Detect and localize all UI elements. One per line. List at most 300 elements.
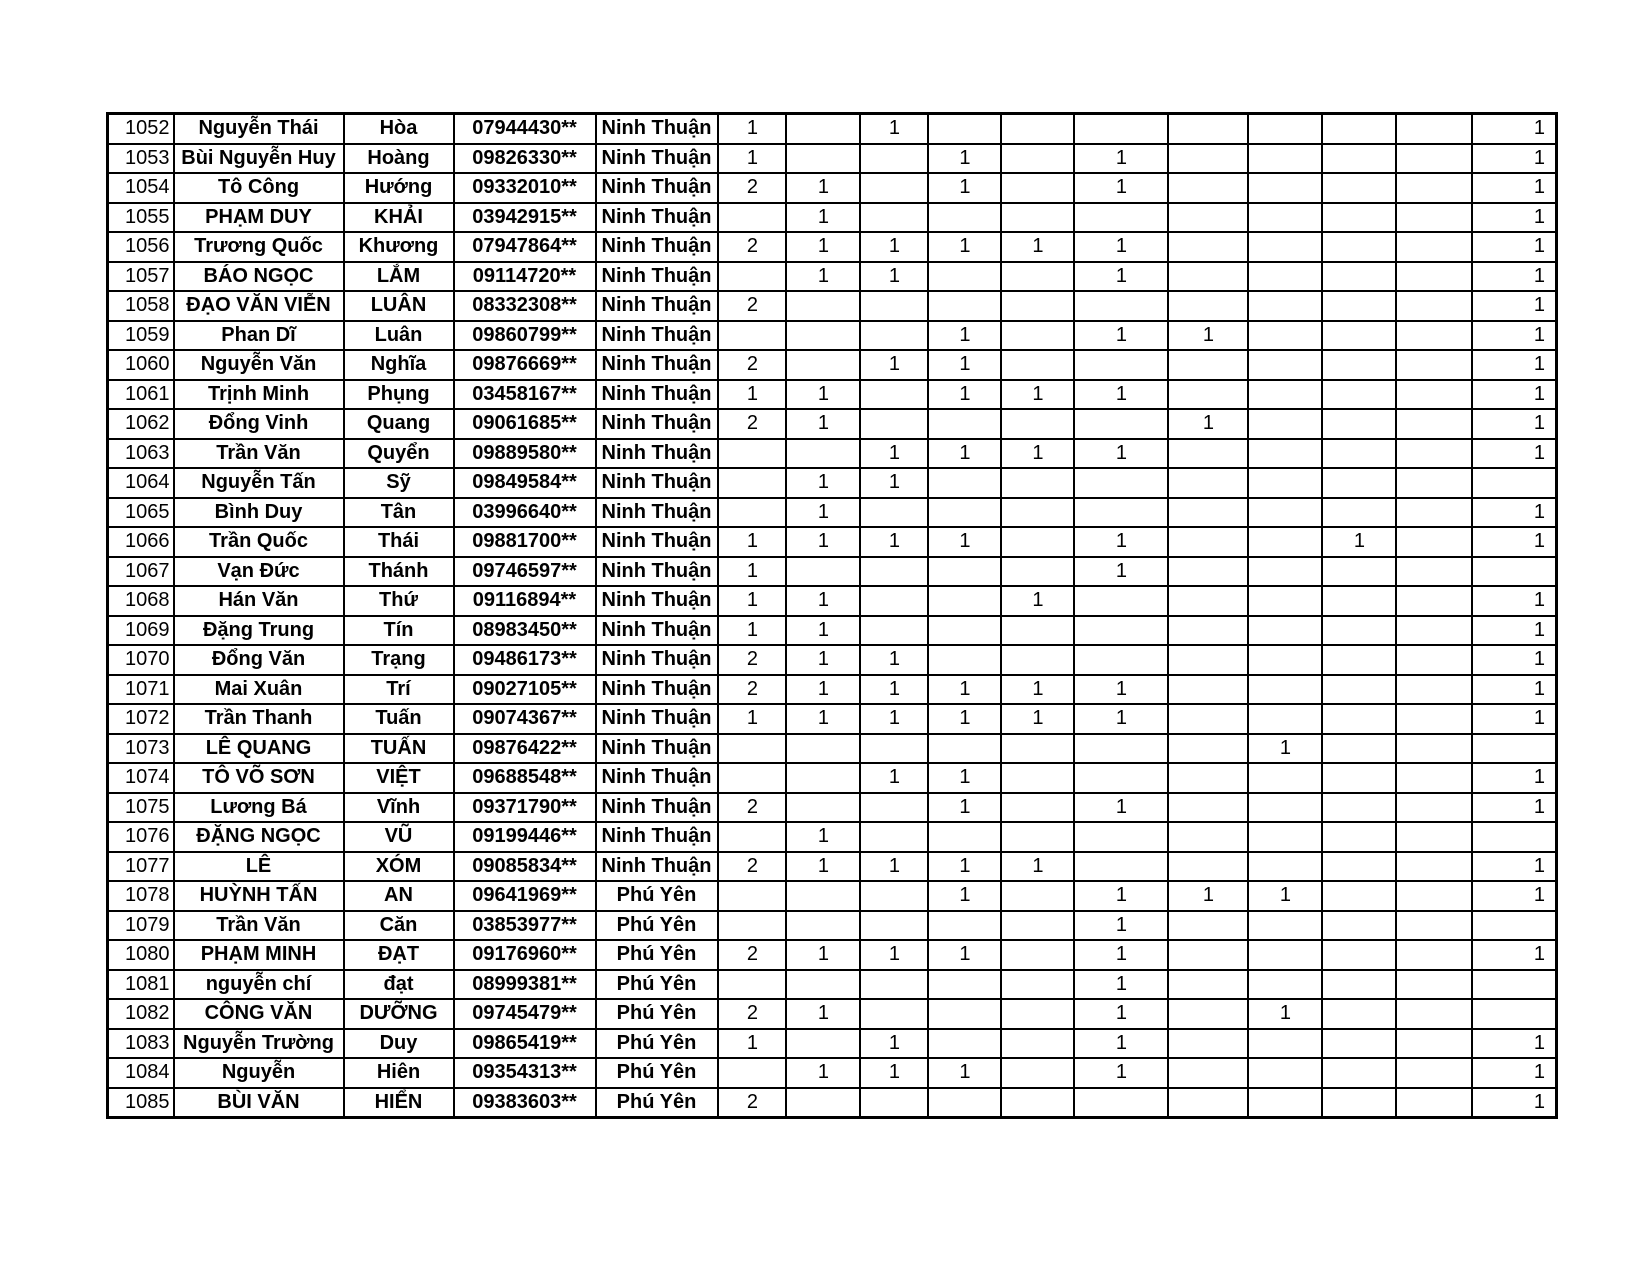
phone-cell: 09745479** — [454, 999, 596, 1029]
surname-cell: Hán Văn — [174, 586, 344, 616]
value-cell: 2 — [718, 409, 786, 439]
province-cell: Phú Yên — [596, 911, 719, 941]
surname-cell: Trần Thanh — [174, 704, 344, 734]
row-number: 1082 — [108, 999, 174, 1029]
value-cell: 1 — [1074, 704, 1168, 734]
value-cell: 1 — [928, 321, 1001, 351]
value-cell — [1001, 793, 1074, 823]
value-cell: 1 — [786, 586, 860, 616]
table-row — [108, 1088, 1557, 1118]
given-name-cell: Sỹ — [344, 468, 454, 498]
value-cell — [1074, 203, 1168, 233]
table-row — [108, 232, 1557, 262]
value-cell: 2 — [718, 232, 786, 262]
province-cell: Phú Yên — [596, 1058, 719, 1088]
value-cell — [1001, 350, 1074, 380]
value-cell — [860, 586, 928, 616]
phone-cell: 09486173** — [454, 645, 596, 675]
table-row — [108, 1058, 1557, 1088]
value-cell — [718, 911, 786, 941]
value-cell — [1001, 114, 1074, 144]
value-cell: 1 — [928, 439, 1001, 469]
value-cell — [1168, 645, 1248, 675]
row-number: 1063 — [108, 439, 174, 469]
province-cell: Ninh Thuận — [596, 114, 719, 144]
value-cell — [860, 144, 928, 174]
value-cell: 1 — [1472, 1088, 1556, 1118]
value-cell — [1248, 380, 1322, 410]
value-cell: 1 — [1168, 321, 1248, 351]
value-cell — [718, 439, 786, 469]
province-cell: Ninh Thuận — [596, 616, 719, 646]
value-cell: 1 — [860, 232, 928, 262]
surname-cell: Trần Quốc — [174, 527, 344, 557]
value-cell — [1001, 262, 1074, 292]
surname-cell: LÊ — [174, 852, 344, 882]
table-row — [108, 586, 1557, 616]
phone-cell: 09641969** — [454, 881, 596, 911]
table-row — [108, 468, 1557, 498]
province-cell: Ninh Thuận — [596, 763, 719, 793]
table-row — [108, 350, 1557, 380]
province-cell: Phú Yên — [596, 1029, 719, 1059]
value-cell — [1396, 380, 1472, 410]
value-cell — [718, 970, 786, 1000]
value-cell — [1168, 173, 1248, 203]
value-cell — [1248, 527, 1322, 557]
table-row — [108, 675, 1557, 705]
value-cell — [1001, 999, 1074, 1029]
value-cell — [1322, 350, 1396, 380]
row-number: 1075 — [108, 793, 174, 823]
table-row — [108, 822, 1557, 852]
value-cell: 1 — [1472, 645, 1556, 675]
value-cell — [1472, 911, 1556, 941]
value-cell — [786, 1088, 860, 1118]
phone-cell: 09688548** — [454, 763, 596, 793]
phone-cell: 09849584** — [454, 468, 596, 498]
value-cell — [860, 291, 928, 321]
value-cell: 1 — [1001, 439, 1074, 469]
surname-cell: Tô Công — [174, 173, 344, 203]
value-cell: 1 — [1074, 527, 1168, 557]
value-cell — [860, 734, 928, 764]
value-cell — [786, 321, 860, 351]
table-row — [108, 144, 1557, 174]
value-cell — [718, 734, 786, 764]
province-cell: Ninh Thuận — [596, 586, 719, 616]
value-cell: 1 — [1074, 911, 1168, 941]
value-cell — [1396, 822, 1472, 852]
row-number: 1078 — [108, 881, 174, 911]
value-cell: 1 — [1472, 1058, 1556, 1088]
value-cell — [1248, 852, 1322, 882]
value-cell: 2 — [718, 852, 786, 882]
value-cell — [1168, 439, 1248, 469]
phone-cell: 09746597** — [454, 557, 596, 587]
value-cell — [860, 822, 928, 852]
given-name-cell: VIỆT — [344, 763, 454, 793]
surname-cell: Đổng Văn — [174, 645, 344, 675]
value-cell — [786, 144, 860, 174]
table-row — [108, 498, 1557, 528]
row-number: 1066 — [108, 527, 174, 557]
value-cell: 1 — [1472, 940, 1556, 970]
value-cell — [1322, 1088, 1396, 1118]
phone-cell: 09199446** — [454, 822, 596, 852]
value-cell — [928, 822, 1001, 852]
phone-cell: 09876669** — [454, 350, 596, 380]
value-cell — [860, 881, 928, 911]
value-cell — [1248, 114, 1322, 144]
given-name-cell: Thứ — [344, 586, 454, 616]
value-cell: 1 — [718, 616, 786, 646]
table-row — [108, 173, 1557, 203]
row-number: 1060 — [108, 350, 174, 380]
value-cell — [860, 203, 928, 233]
phone-cell: 09876422** — [454, 734, 596, 764]
given-name-cell: Căn — [344, 911, 454, 941]
surname-cell: LÊ QUANG — [174, 734, 344, 764]
value-cell — [1472, 734, 1556, 764]
phone-cell: 09085834** — [454, 852, 596, 882]
province-cell: Ninh Thuận — [596, 439, 719, 469]
row-number: 1057 — [108, 262, 174, 292]
value-cell: 2 — [718, 999, 786, 1029]
value-cell: 2 — [718, 940, 786, 970]
province-cell: Phú Yên — [596, 970, 719, 1000]
value-cell: 1 — [786, 940, 860, 970]
row-number: 1079 — [108, 911, 174, 941]
surname-cell: PHẠM MINH — [174, 940, 344, 970]
surname-cell: Phan Dĩ — [174, 321, 344, 351]
row-number: 1083 — [108, 1029, 174, 1059]
given-name-cell: AN — [344, 881, 454, 911]
row-number: 1058 — [108, 291, 174, 321]
phone-cell: 09881700** — [454, 527, 596, 557]
value-cell — [860, 557, 928, 587]
value-cell: 1 — [1168, 881, 1248, 911]
value-cell — [1248, 645, 1322, 675]
value-cell — [928, 114, 1001, 144]
value-cell — [860, 616, 928, 646]
table-row — [108, 203, 1557, 233]
value-cell — [1322, 203, 1396, 233]
value-cell: 1 — [718, 144, 786, 174]
value-cell — [718, 1058, 786, 1088]
value-cell — [1001, 616, 1074, 646]
table-row — [108, 262, 1557, 292]
value-cell — [1322, 262, 1396, 292]
value-cell: 1 — [1322, 527, 1396, 557]
value-cell — [1472, 970, 1556, 1000]
phone-cell: 07944430** — [454, 114, 596, 144]
value-cell — [786, 291, 860, 321]
value-cell — [1168, 291, 1248, 321]
table-row — [108, 1029, 1557, 1059]
value-cell — [786, 763, 860, 793]
phone-cell: 09114720** — [454, 262, 596, 292]
given-name-cell: Tân — [344, 498, 454, 528]
value-cell: 1 — [1472, 763, 1556, 793]
phone-cell: 09176960** — [454, 940, 596, 970]
value-cell: 1 — [860, 468, 928, 498]
value-cell — [1248, 439, 1322, 469]
surname-cell: Đặng Trung — [174, 616, 344, 646]
phone-cell: 03996640** — [454, 498, 596, 528]
phone-cell: 08999381** — [454, 970, 596, 1000]
value-cell — [1396, 911, 1472, 941]
value-cell: 1 — [1472, 321, 1556, 351]
value-cell — [1322, 380, 1396, 410]
value-cell — [1248, 409, 1322, 439]
value-cell: 1 — [1001, 675, 1074, 705]
value-cell: 1 — [786, 999, 860, 1029]
surname-cell: ĐẶNG NGỌC — [174, 822, 344, 852]
value-cell — [1248, 616, 1322, 646]
given-name-cell: Hòa — [344, 114, 454, 144]
value-cell — [1396, 173, 1472, 203]
value-cell: 1 — [786, 822, 860, 852]
value-cell — [928, 645, 1001, 675]
value-cell — [1248, 940, 1322, 970]
value-cell: 1 — [860, 675, 928, 705]
value-cell: 1 — [860, 1029, 928, 1059]
surname-cell: Nguyễn Trường — [174, 1029, 344, 1059]
value-cell: 1 — [1074, 970, 1168, 1000]
value-cell — [928, 203, 1001, 233]
surname-cell: Bình Duy — [174, 498, 344, 528]
value-cell — [1322, 911, 1396, 941]
row-number: 1076 — [108, 822, 174, 852]
value-cell — [928, 291, 1001, 321]
value-cell — [1001, 822, 1074, 852]
value-cell: 1 — [1074, 380, 1168, 410]
value-cell — [1322, 586, 1396, 616]
value-cell: 1 — [718, 586, 786, 616]
value-cell — [1074, 291, 1168, 321]
row-number: 1067 — [108, 557, 174, 587]
phone-cell: 09027105** — [454, 675, 596, 705]
value-cell: 1 — [786, 704, 860, 734]
value-cell — [1396, 291, 1472, 321]
row-number: 1074 — [108, 763, 174, 793]
value-cell — [1322, 498, 1396, 528]
row-number: 1055 — [108, 203, 174, 233]
value-cell — [928, 911, 1001, 941]
value-cell: 1 — [1472, 173, 1556, 203]
table-row — [108, 439, 1557, 469]
table-row — [108, 970, 1557, 1000]
value-cell — [786, 439, 860, 469]
table-row — [108, 852, 1557, 882]
phone-cell: 03942915** — [454, 203, 596, 233]
value-cell — [1168, 970, 1248, 1000]
row-number: 1056 — [108, 232, 174, 262]
province-cell: Ninh Thuận — [596, 675, 719, 705]
value-cell: 1 — [1001, 380, 1074, 410]
row-number: 1077 — [108, 852, 174, 882]
value-cell — [1001, 1088, 1074, 1118]
given-name-cell: Tín — [344, 616, 454, 646]
row-number: 1081 — [108, 970, 174, 1000]
phone-cell: 09860799** — [454, 321, 596, 351]
value-cell — [1001, 645, 1074, 675]
table-row — [108, 321, 1557, 351]
value-cell: 1 — [786, 527, 860, 557]
province-cell: Phú Yên — [596, 940, 719, 970]
value-cell — [1322, 291, 1396, 321]
table-row — [108, 114, 1557, 144]
value-cell — [1168, 999, 1248, 1029]
row-number: 1080 — [108, 940, 174, 970]
province-cell: Ninh Thuận — [596, 468, 719, 498]
value-cell — [1472, 557, 1556, 587]
value-cell: 1 — [786, 203, 860, 233]
row-number: 1071 — [108, 675, 174, 705]
value-cell — [1396, 675, 1472, 705]
value-cell — [1396, 999, 1472, 1029]
value-cell — [1396, 852, 1472, 882]
value-cell — [860, 380, 928, 410]
value-cell: 1 — [928, 144, 1001, 174]
given-name-cell: Hoàng — [344, 144, 454, 174]
value-cell — [1001, 763, 1074, 793]
value-cell: 1 — [1074, 1058, 1168, 1088]
table-row — [108, 409, 1557, 439]
province-cell: Ninh Thuận — [596, 793, 719, 823]
table-row — [108, 734, 1557, 764]
table-row — [108, 793, 1557, 823]
value-cell — [1396, 557, 1472, 587]
value-cell — [1322, 999, 1396, 1029]
value-cell — [1248, 1058, 1322, 1088]
value-cell — [1001, 970, 1074, 1000]
value-cell: 1 — [860, 704, 928, 734]
value-cell — [1322, 144, 1396, 174]
value-cell — [1248, 291, 1322, 321]
value-cell — [1322, 970, 1396, 1000]
value-cell — [1396, 232, 1472, 262]
value-cell: 1 — [1074, 793, 1168, 823]
value-cell — [860, 409, 928, 439]
value-cell — [718, 262, 786, 292]
value-cell — [1168, 1029, 1248, 1059]
row-number: 1054 — [108, 173, 174, 203]
value-cell — [786, 911, 860, 941]
value-cell — [1168, 203, 1248, 233]
value-cell — [1396, 409, 1472, 439]
value-cell — [1322, 822, 1396, 852]
value-cell — [1322, 1029, 1396, 1059]
value-cell — [1248, 911, 1322, 941]
value-cell: 1 — [1472, 498, 1556, 528]
value-cell — [1322, 409, 1396, 439]
value-cell: 1 — [1074, 439, 1168, 469]
phone-cell: 09074367** — [454, 704, 596, 734]
value-cell — [1168, 1088, 1248, 1118]
value-cell: 1 — [786, 616, 860, 646]
value-cell — [1396, 734, 1472, 764]
given-name-cell: LUÂN — [344, 291, 454, 321]
value-cell — [1322, 173, 1396, 203]
province-cell: Ninh Thuận — [596, 645, 719, 675]
value-cell — [1001, 468, 1074, 498]
value-cell — [1168, 468, 1248, 498]
value-cell: 2 — [718, 291, 786, 321]
surname-cell: PHẠM DUY — [174, 203, 344, 233]
row-number: 1059 — [108, 321, 174, 351]
province-cell: Ninh Thuận — [596, 232, 719, 262]
value-cell — [1322, 734, 1396, 764]
value-cell — [718, 881, 786, 911]
data-table — [106, 112, 1558, 1119]
value-cell: 1 — [928, 675, 1001, 705]
surname-cell: Nguyễn Tấn — [174, 468, 344, 498]
value-cell — [786, 793, 860, 823]
value-cell: 1 — [1074, 321, 1168, 351]
value-cell: 1 — [1472, 675, 1556, 705]
value-cell — [1248, 557, 1322, 587]
value-cell — [1001, 527, 1074, 557]
surname-cell: Bùi Nguyễn Huy — [174, 144, 344, 174]
value-cell — [1472, 999, 1556, 1029]
row-number: 1062 — [108, 409, 174, 439]
value-cell — [1396, 1058, 1472, 1088]
value-cell: 1 — [928, 173, 1001, 203]
value-cell — [1322, 704, 1396, 734]
value-cell — [1322, 114, 1396, 144]
surname-cell: BÙI VĂN — [174, 1088, 344, 1118]
value-cell: 1 — [928, 1058, 1001, 1088]
value-cell: 1 — [1074, 144, 1168, 174]
value-cell: 1 — [718, 527, 786, 557]
given-name-cell: Vĩnh — [344, 793, 454, 823]
value-cell — [1396, 262, 1472, 292]
value-cell: 1 — [860, 262, 928, 292]
value-cell — [928, 498, 1001, 528]
value-cell — [1248, 822, 1322, 852]
given-name-cell: Duy — [344, 1029, 454, 1059]
value-cell — [1248, 1029, 1322, 1059]
value-cell: 1 — [1472, 616, 1556, 646]
table-row — [108, 940, 1557, 970]
value-cell: 1 — [1472, 232, 1556, 262]
value-cell — [1168, 763, 1248, 793]
value-cell — [860, 321, 928, 351]
value-cell — [1168, 586, 1248, 616]
table-row — [108, 557, 1557, 587]
value-cell — [1168, 1058, 1248, 1088]
value-cell — [1396, 616, 1472, 646]
table-row — [108, 911, 1557, 941]
province-cell: Ninh Thuận — [596, 380, 719, 410]
value-cell — [1396, 114, 1472, 144]
value-cell — [860, 911, 928, 941]
given-name-cell: Trạng — [344, 645, 454, 675]
value-cell: 1 — [1472, 144, 1556, 174]
row-number: 1064 — [108, 468, 174, 498]
value-cell — [786, 970, 860, 1000]
row-number: 1053 — [108, 144, 174, 174]
value-cell — [1074, 822, 1168, 852]
value-cell: 1 — [1472, 439, 1556, 469]
value-cell — [786, 557, 860, 587]
value-cell: 1 — [718, 704, 786, 734]
value-cell — [1168, 616, 1248, 646]
value-cell: 2 — [718, 675, 786, 705]
value-cell: 1 — [718, 557, 786, 587]
